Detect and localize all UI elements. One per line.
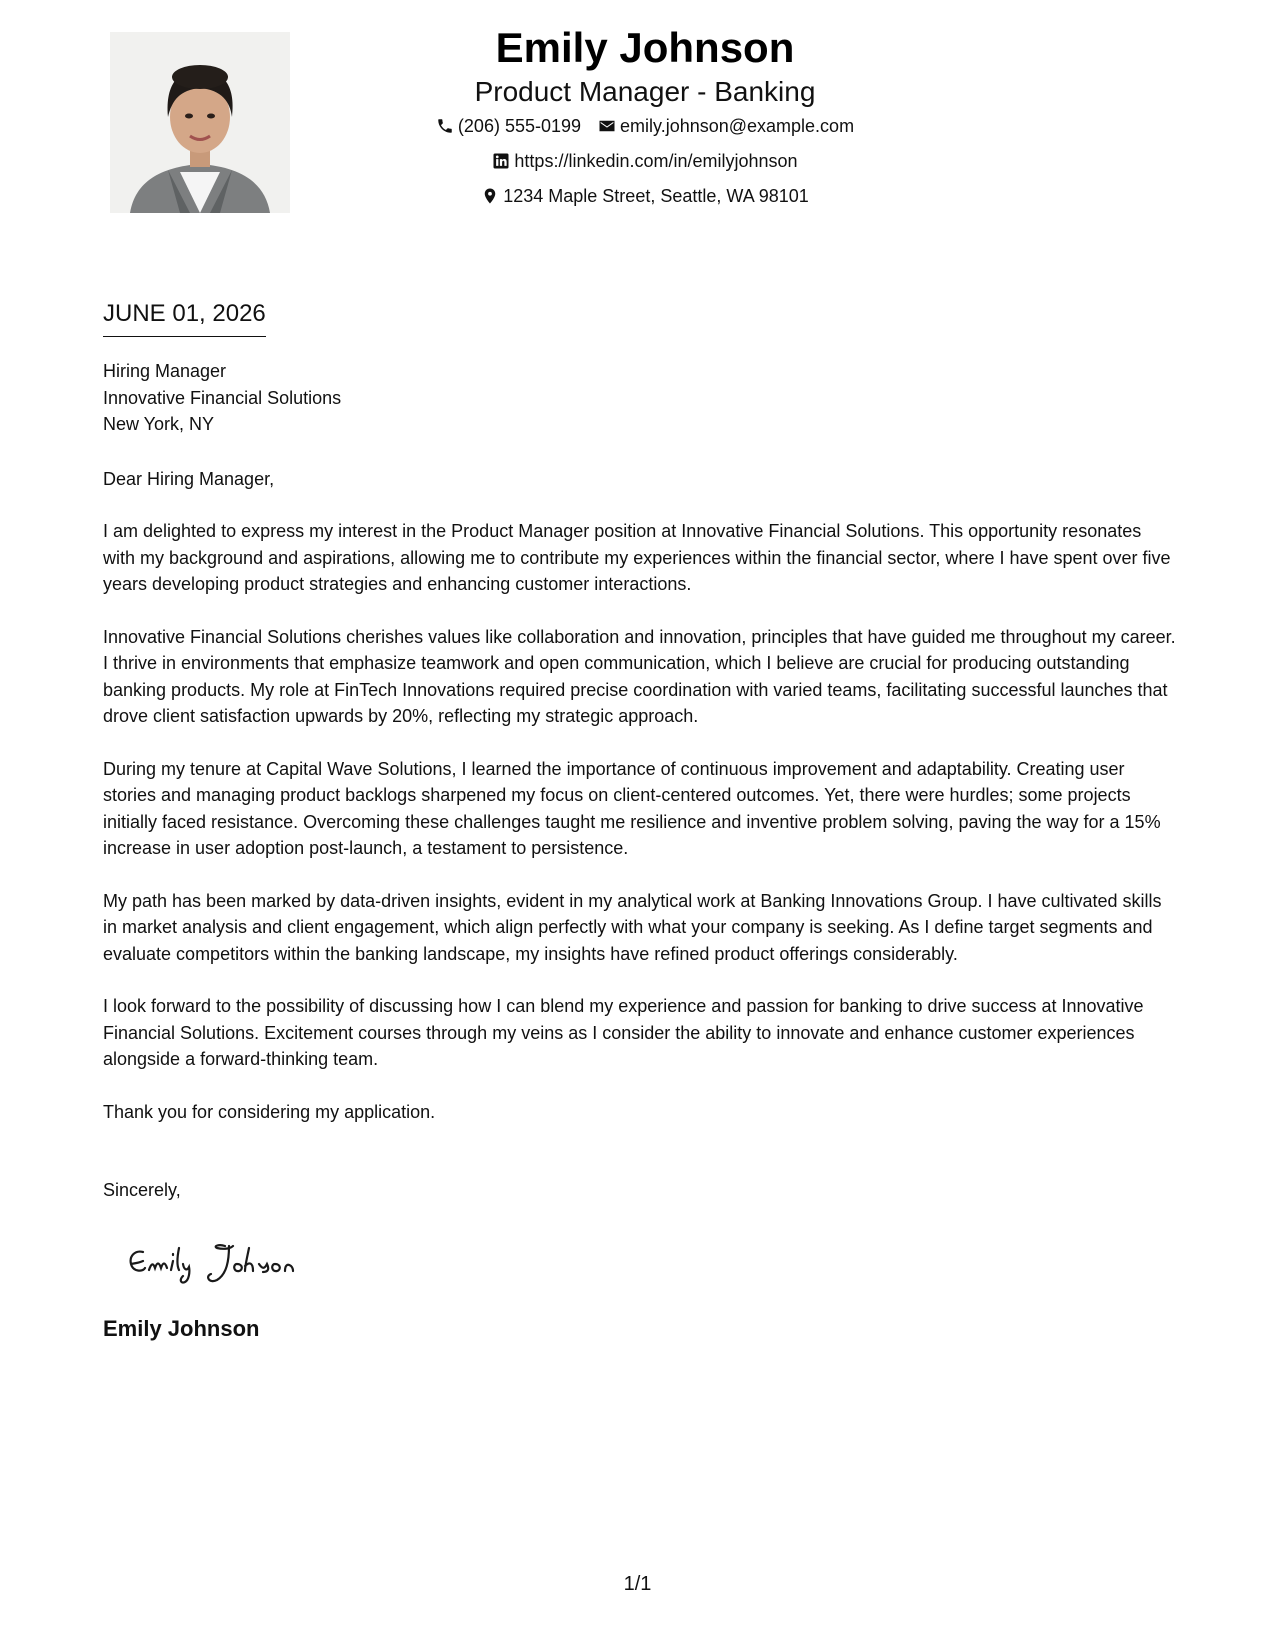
paragraph: I look forward to the possibility of discussing how I can blend my experience and passion for banking to drive success at Innovative Financial Solutions. Excitement courses through my veins as I consider the ability to innovate and enhance customer experiences alongside a forward-thinking team. (103, 996, 1144, 1069)
paragraph: My path has been marked by data-driven insights, evident in my analytical work at Banking Innovations Group. I have cultivated skills in market analysis and client engagement, which align perfectly with what your company is seeking. As I define target segments and evaluate competitors within the banking landscape, my insights have refined product offerings considerably. (103, 890, 1162, 964)
date-block (103, 298, 266, 337)
recipient-line: Innovative Financial Solutions (103, 387, 342, 408)
contact-row-linkedin (330, 145, 960, 180)
linkedin-item[interactable] (492, 145, 797, 177)
recipient-line: Hiring Manager (103, 361, 227, 381)
salutation: Dear Hiring Manager, (103, 468, 275, 489)
paragraph: I am delighted to express my interest in the Product Manager position at Innovative Financial Solutions. This opportunity resonates with my background and aspirations, allowing me to contribute my experiences within the financial sector, where I have spent over five years developing product strategies and enhancing customer interactions. (103, 521, 1171, 594)
handwritten-signature (121, 1234, 351, 1294)
portrait-illustration (110, 32, 290, 213)
recipient-block (103, 358, 1178, 438)
contact-row-phone-email (330, 110, 960, 145)
paragraph: Thank you for considering my application. (103, 1101, 436, 1122)
map-pin-icon (481, 187, 499, 205)
letter-date: JUNE 01, 2026 (103, 298, 266, 337)
address-text: 1234 Maple Street, Seattle, WA 98101 (503, 186, 809, 206)
profile-photo (110, 32, 290, 213)
contact-row-address (330, 180, 960, 215)
envelope-icon (598, 117, 616, 135)
phone-icon (436, 117, 454, 135)
signature-image (121, 1234, 1178, 1294)
header (330, 22, 960, 215)
email-link[interactable]: emily.johnson@example.com (620, 116, 855, 136)
signer-name: Emily Johnson (103, 1315, 260, 1341)
paragraph: During my tenure at Capital Wave Solutions, I learned the importance of continuous improvement and adaptability. Creating user stories and managing product backlogs sharpened my focus on client-centered outcomes. Yet, there were hurdles; some projects initially faced resistance. Overcoming these challenges taught me resilience and inventive problem solving, paving the way for a 15% increase in user adoption post-launch, a testament to persistence. (103, 758, 1161, 858)
email-item[interactable] (598, 110, 854, 142)
phone-item (436, 110, 581, 142)
letter-body (103, 358, 1178, 1342)
address-item (481, 180, 809, 212)
phone-text: (206) 555-0199 (457, 116, 582, 136)
closing: Sincerely, (103, 1180, 181, 1200)
recipient-line: New York, NY (103, 414, 215, 434)
paragraph: Innovative Financial Solutions cherishes values like collaboration and innovation, principles that have guided me throughout my career. I thrive in environments that emphasize teamwork and open communication, which I believe are crucial for producing outstanding banking products. My role at FinTech Innovations required precise coordination with varied teams, facilitating successful launches that drove client satisfaction upwards by 20%, reflecting my strategic approach. (103, 626, 1176, 726)
candidate-name: Emily Johnson (495, 24, 795, 71)
linkedin-icon (492, 152, 510, 170)
page-number: 1/1 (623, 1573, 652, 1595)
linkedin-link[interactable]: https://linkedin.com/in/emilyjohnson (514, 151, 798, 171)
job-title: Product Manager - Banking (474, 76, 816, 107)
